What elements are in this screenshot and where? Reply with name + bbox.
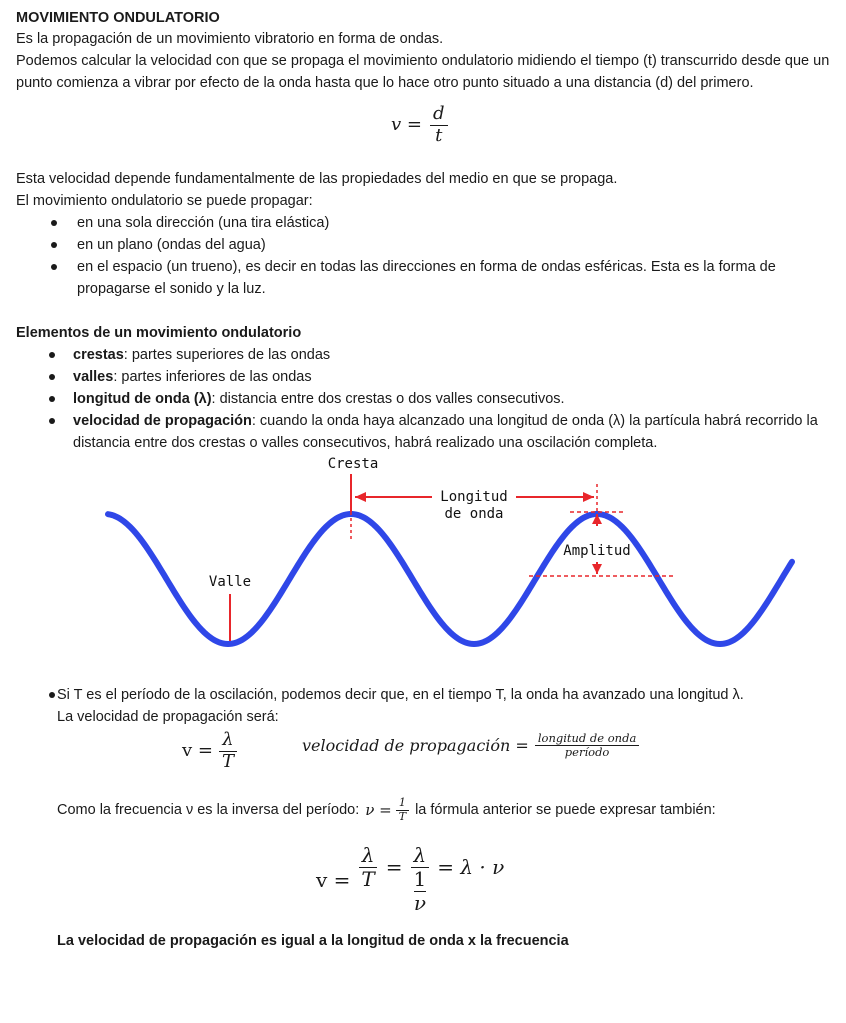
formula-numerator: λ	[359, 844, 378, 868]
wave-diagram-svg	[0, 454, 846, 676]
list-item	[16, 344, 846, 366]
formula-fraction-2	[411, 844, 430, 915]
definition: : distancia entre dos crestas o dos valles consecutivos.	[211, 391, 565, 407]
propagation-list	[16, 212, 846, 300]
list-item	[16, 366, 846, 388]
formula-fraction	[396, 797, 409, 823]
document	[16, 8, 846, 952]
wave-diagram	[0, 454, 846, 676]
wavelength-label-line2: de onda	[444, 506, 504, 522]
list-item	[16, 684, 846, 728]
formula-denominator: T	[398, 809, 407, 823]
formula-fraction	[219, 730, 237, 772]
term: longitud de onda (λ)	[73, 391, 212, 407]
intro-paragraph: Es la propagación de un movimiento vibratorio en forma de ondas.	[16, 31, 444, 47]
formula-lhs: ν =	[365, 801, 392, 820]
final-formula-row	[16, 840, 846, 930]
page-title: MOVIMIENTO ONDULATORIO	[16, 10, 220, 26]
velocity-explanation: Podemos calcular la velocidad con que se propaga el movimiento ondulatorio midiendo el tiempo (t) transcurrido desde que un punto comienza a vibrar por efecto de la onda hasta que lo hace otro punto situado a una distancia (d) del primero.	[16, 53, 830, 91]
term: velocidad de propagación	[73, 413, 252, 429]
list-item: en un plano (ondas del agua)	[16, 234, 846, 256]
elements-title: Elementos de un movimiento ondulatorio	[16, 325, 302, 341]
list-item	[16, 410, 846, 454]
velocity-formula	[16, 100, 846, 160]
elements-list	[16, 344, 846, 454]
frequency-row	[16, 784, 846, 840]
list-item: en el espacio (un trueno), es decir en todas las direcciones en forma de ondas esféricas. Esta es la forma de propagarse el sonido y la luz.	[16, 256, 846, 300]
can-propagate: El movimiento ondulatorio se puede propagar:	[16, 193, 313, 209]
conclusion: La velocidad de propagación es igual a la longitud de onda x la frecuencia	[57, 933, 569, 949]
medium-dependence: Esta velocidad depende fundamentalmente de las propiedades del medio en que se propaga.	[16, 171, 618, 187]
amplitude-arrowhead-down	[592, 564, 602, 574]
cresta-label: Cresta	[327, 456, 379, 472]
frequency-text-a: Como la frecuencia ν es la inversa del período:	[57, 802, 360, 819]
term: crestas	[73, 347, 124, 363]
definition: : partes inferiores de las ondas	[113, 369, 312, 385]
formula-numerator: λ	[219, 730, 236, 752]
formula-lhs: v =	[316, 867, 351, 892]
formula-numerator: λ	[411, 844, 430, 868]
formula-words	[302, 732, 639, 759]
formula-v-lambda-t	[182, 730, 237, 772]
formula-lhs: v =	[182, 740, 213, 762]
formula-fraction	[430, 104, 448, 146]
list-item: en una sola dirección (una tira elástica)	[16, 212, 846, 234]
formula-equals: =	[385, 855, 403, 879]
formula-lhs: v =	[391, 114, 422, 136]
valle-label: Valle	[208, 574, 252, 590]
period-text: Si T es el período de la oscilación, podemos decir que, en el tiempo T, la onda ha avanzado una longitud λ.	[57, 687, 744, 703]
formula-lhs: velocidad de propagación =	[302, 735, 529, 755]
formula-compound-denominator	[411, 868, 430, 915]
formula-denominator: t	[435, 124, 443, 146]
velocity-formulas-row	[16, 728, 846, 776]
period-list	[16, 684, 846, 728]
wavelength-arrowhead-left	[355, 492, 366, 502]
formula-numerator: longitud de onda	[535, 732, 639, 746]
definition: : partes superiores de las ondas	[123, 347, 331, 363]
formula-denominator: período	[564, 745, 610, 760]
velocity-will-be: La velocidad de propagación será:	[57, 709, 279, 725]
formula-rhs: = λ · ν	[437, 855, 505, 879]
formula-fraction	[535, 732, 639, 759]
formula-denominator: T	[361, 867, 375, 891]
frequency-text-b: la fórmula anterior se puede expresar también:	[415, 802, 716, 819]
formula-frequency	[365, 797, 409, 823]
list-item	[16, 388, 846, 410]
formula-denominator: T	[221, 750, 234, 772]
wavelength-arrowhead-right	[583, 492, 594, 502]
formula-inner-numerator: 1	[413, 867, 427, 891]
definition: : cuando la onda haya alcanzado una longitud de onda (λ) la partícula habrá recorrido la distancia entre dos crestas o valles consecutivos, habrá realizado una oscilación completa.	[73, 413, 818, 451]
final-formula	[316, 844, 504, 915]
formula-fraction-1	[358, 844, 377, 891]
amplitude-label: Amplitud	[563, 543, 631, 559]
formula-numerator: 1	[396, 797, 409, 811]
frequency-sentence	[57, 797, 716, 823]
wavelength-label-line1: Longitud	[440, 489, 508, 505]
term: valles	[73, 369, 114, 385]
formula-numerator: d	[430, 104, 448, 126]
formula-inner-denominator: ν	[413, 891, 426, 915]
